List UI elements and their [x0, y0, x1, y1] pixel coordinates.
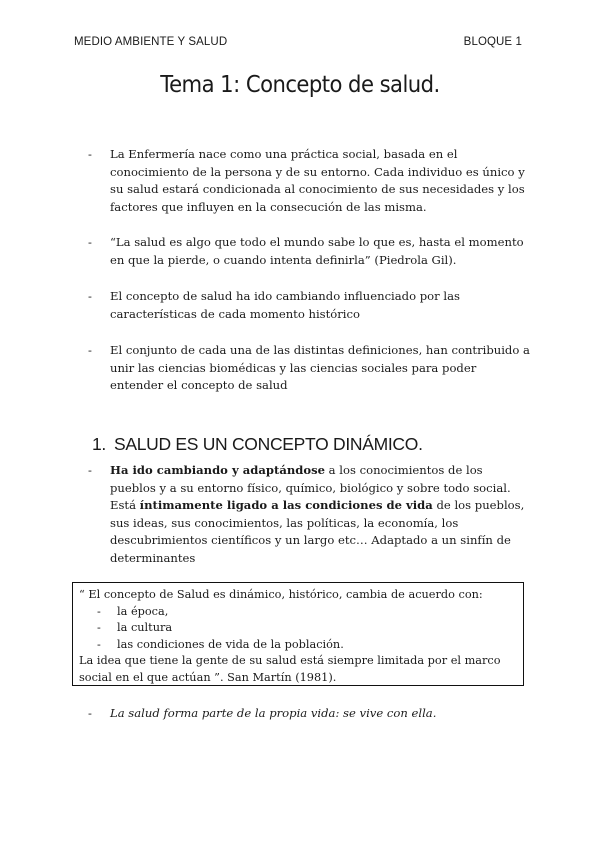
header-subject: MEDIO AMBIENTE Y SALUD — [74, 36, 228, 48]
page-header — [74, 36, 522, 48]
list-item — [88, 288, 530, 323]
quote-closing: La idea que tiene la gente de su salud está siempre limitada por el marco social en el que actúan ”. San Martín (1981). — [79, 654, 501, 684]
quote-item-text: la cultura — [117, 621, 173, 635]
bold-phrase: íntimamente ligado a las condiciones de vida — [139, 498, 433, 512]
section-bullet — [88, 462, 530, 567]
bullet-dash: - — [88, 706, 92, 720]
quote-box — [72, 582, 524, 686]
bullet-text: a los conocimientos de los pueblos y a su entorno físico, químico, biológico y sobre todo social. Está — [110, 463, 511, 512]
bullet-dash: - — [97, 621, 101, 635]
bullet-dash: - — [88, 147, 92, 161]
section-heading — [92, 434, 423, 455]
bullet-dash: - — [88, 463, 92, 477]
bullet-text: El concepto de salud ha ido cambiando influenciado por las características de cada momento histórico — [110, 289, 460, 321]
page-title: Tema 1: Concepto de salud. — [160, 72, 440, 98]
list-item — [88, 146, 530, 216]
list-item — [88, 234, 530, 269]
bullet-text: El conjunto de cada una de las distintas definiciones, han contribuido a unir las ciencias biomédicas y las ciencias sociales para poder entender el concepto de salud — [110, 343, 530, 392]
section-title: SALUD ES UN CONCEPTO DINÁMICO. — [114, 434, 423, 454]
quote-list-item — [79, 620, 517, 637]
bold-phrase: Ha ido cambiando y adaptándose — [110, 463, 325, 477]
final-italic-bullet — [88, 706, 437, 720]
quote-item-text: las condiciones de vida de la población. — [117, 637, 344, 651]
bullet-dash: - — [88, 343, 92, 357]
final-line-text: La salud forma parte de la propia vida: se vive con ella. — [110, 706, 437, 720]
bullet-dash: - — [88, 289, 92, 303]
bullet-text: de los pueblos, sus ideas, sus conocimientos, las políticas, la economía, los descubrimientos científicos y un largo etc… Adaptado a un sinfín de determinantes — [110, 498, 525, 565]
section-number: 1. — [92, 434, 106, 454]
header-block: BLOQUE 1 — [463, 36, 522, 48]
bullet-text: La Enfermería nace como una práctica social, basada en el conocimiento de la persona y de su entorno. Cada individuo es único y su salud estará condicionada al conocimiento de sus necesidades y los factores que influyen en la consecución de las misma. — [110, 147, 525, 214]
quote-item-text: la época, — [117, 604, 169, 618]
quote-list-item — [79, 604, 517, 621]
bullet-dash: - — [88, 235, 92, 249]
bullet-dash: - — [97, 604, 101, 618]
bullet-text: “La salud es algo que todo el mundo sabe lo que es, hasta el momento en que la pierde, o cuando intenta definirla” (Piedrola Gil). — [110, 235, 524, 267]
quote-intro: “ El concepto de Salud es dinámico, histórico, cambia de acuerdo con: — [79, 588, 483, 601]
bullet-dash: - — [97, 637, 101, 651]
list-item — [88, 342, 530, 395]
quote-list-item — [79, 637, 517, 654]
